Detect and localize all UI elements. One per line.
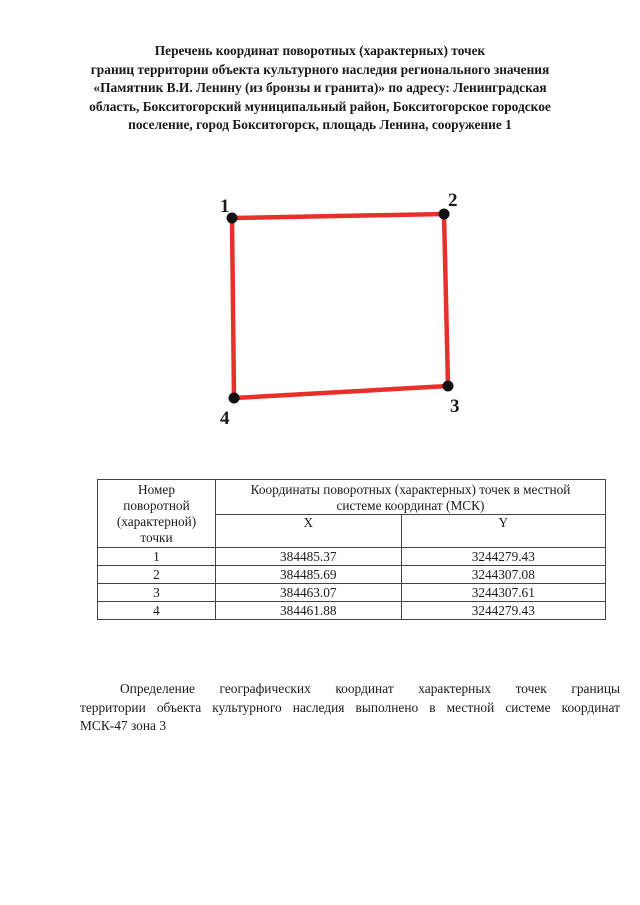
title-line-4: область, Бокситогорский муниципальный район, Бокситогорское городское [89, 98, 551, 114]
coordinates-table [97, 479, 606, 620]
note-line-3: МСК-47 зона 3 [80, 718, 167, 734]
cell-y: 3244307.61 [401, 584, 605, 602]
header-num-line-2: поворотной [123, 498, 190, 513]
header-x: X [216, 515, 402, 548]
header-coords-line-1: Координаты поворотных (характерных) точек в местной [250, 482, 571, 497]
point-1-label: 1 [220, 196, 230, 217]
point-4-marker [229, 393, 240, 404]
note-paragraph [80, 680, 620, 736]
header-num-line-4: точки [140, 530, 173, 545]
cell-y: 3244307.08 [401, 566, 605, 584]
cell-y: 3244279.43 [401, 548, 605, 566]
table-row [98, 584, 606, 602]
header-point-number [98, 480, 216, 548]
title-line-5: поселение, город Бокситогорск, площадь Ленина, сооружение 1 [128, 117, 512, 133]
table-row [98, 566, 606, 584]
table-row [98, 548, 606, 566]
note-line-2: территории объекта культурного наследия выполнено в местной системе координат [80, 699, 620, 715]
cell-num: 1 [98, 548, 216, 566]
cell-x: 384485.37 [216, 548, 402, 566]
title-line-3: «Памятник В.И. Ленину (из бронзы и гранита)» по адресу: Ленинградская [93, 80, 547, 96]
table-header-row [98, 480, 606, 515]
header-coordinates [216, 480, 606, 515]
title-line-1: Перечень координат поворотных (характерных) точек [154, 43, 486, 58]
header-coords-line-2: системе координат (МСК) [336, 498, 485, 513]
cell-x: 384463.07 [216, 584, 402, 602]
boundary-polygon [232, 214, 448, 398]
cell-num: 4 [98, 602, 216, 620]
cell-y: 3244279.43 [401, 602, 605, 620]
note-line-1: Определение географических координат характерных точек границы [120, 681, 620, 696]
title-line-2: границ территории объекта культурного наследия регионального значения [90, 61, 550, 77]
cell-num: 3 [98, 584, 216, 602]
header-num-line-3: (характерной) [116, 514, 197, 529]
point-4-label: 4 [220, 408, 230, 429]
cell-num: 2 [98, 566, 216, 584]
table-row [98, 602, 606, 620]
header-num-line-1: Номер [138, 482, 175, 497]
point-3-label: 3 [450, 396, 460, 417]
point-3-marker [443, 381, 454, 392]
cell-x: 384461.88 [216, 602, 402, 620]
header-y: Y [401, 515, 605, 548]
cell-x: 384485.69 [216, 566, 402, 584]
point-2-label: 2 [448, 190, 458, 211]
